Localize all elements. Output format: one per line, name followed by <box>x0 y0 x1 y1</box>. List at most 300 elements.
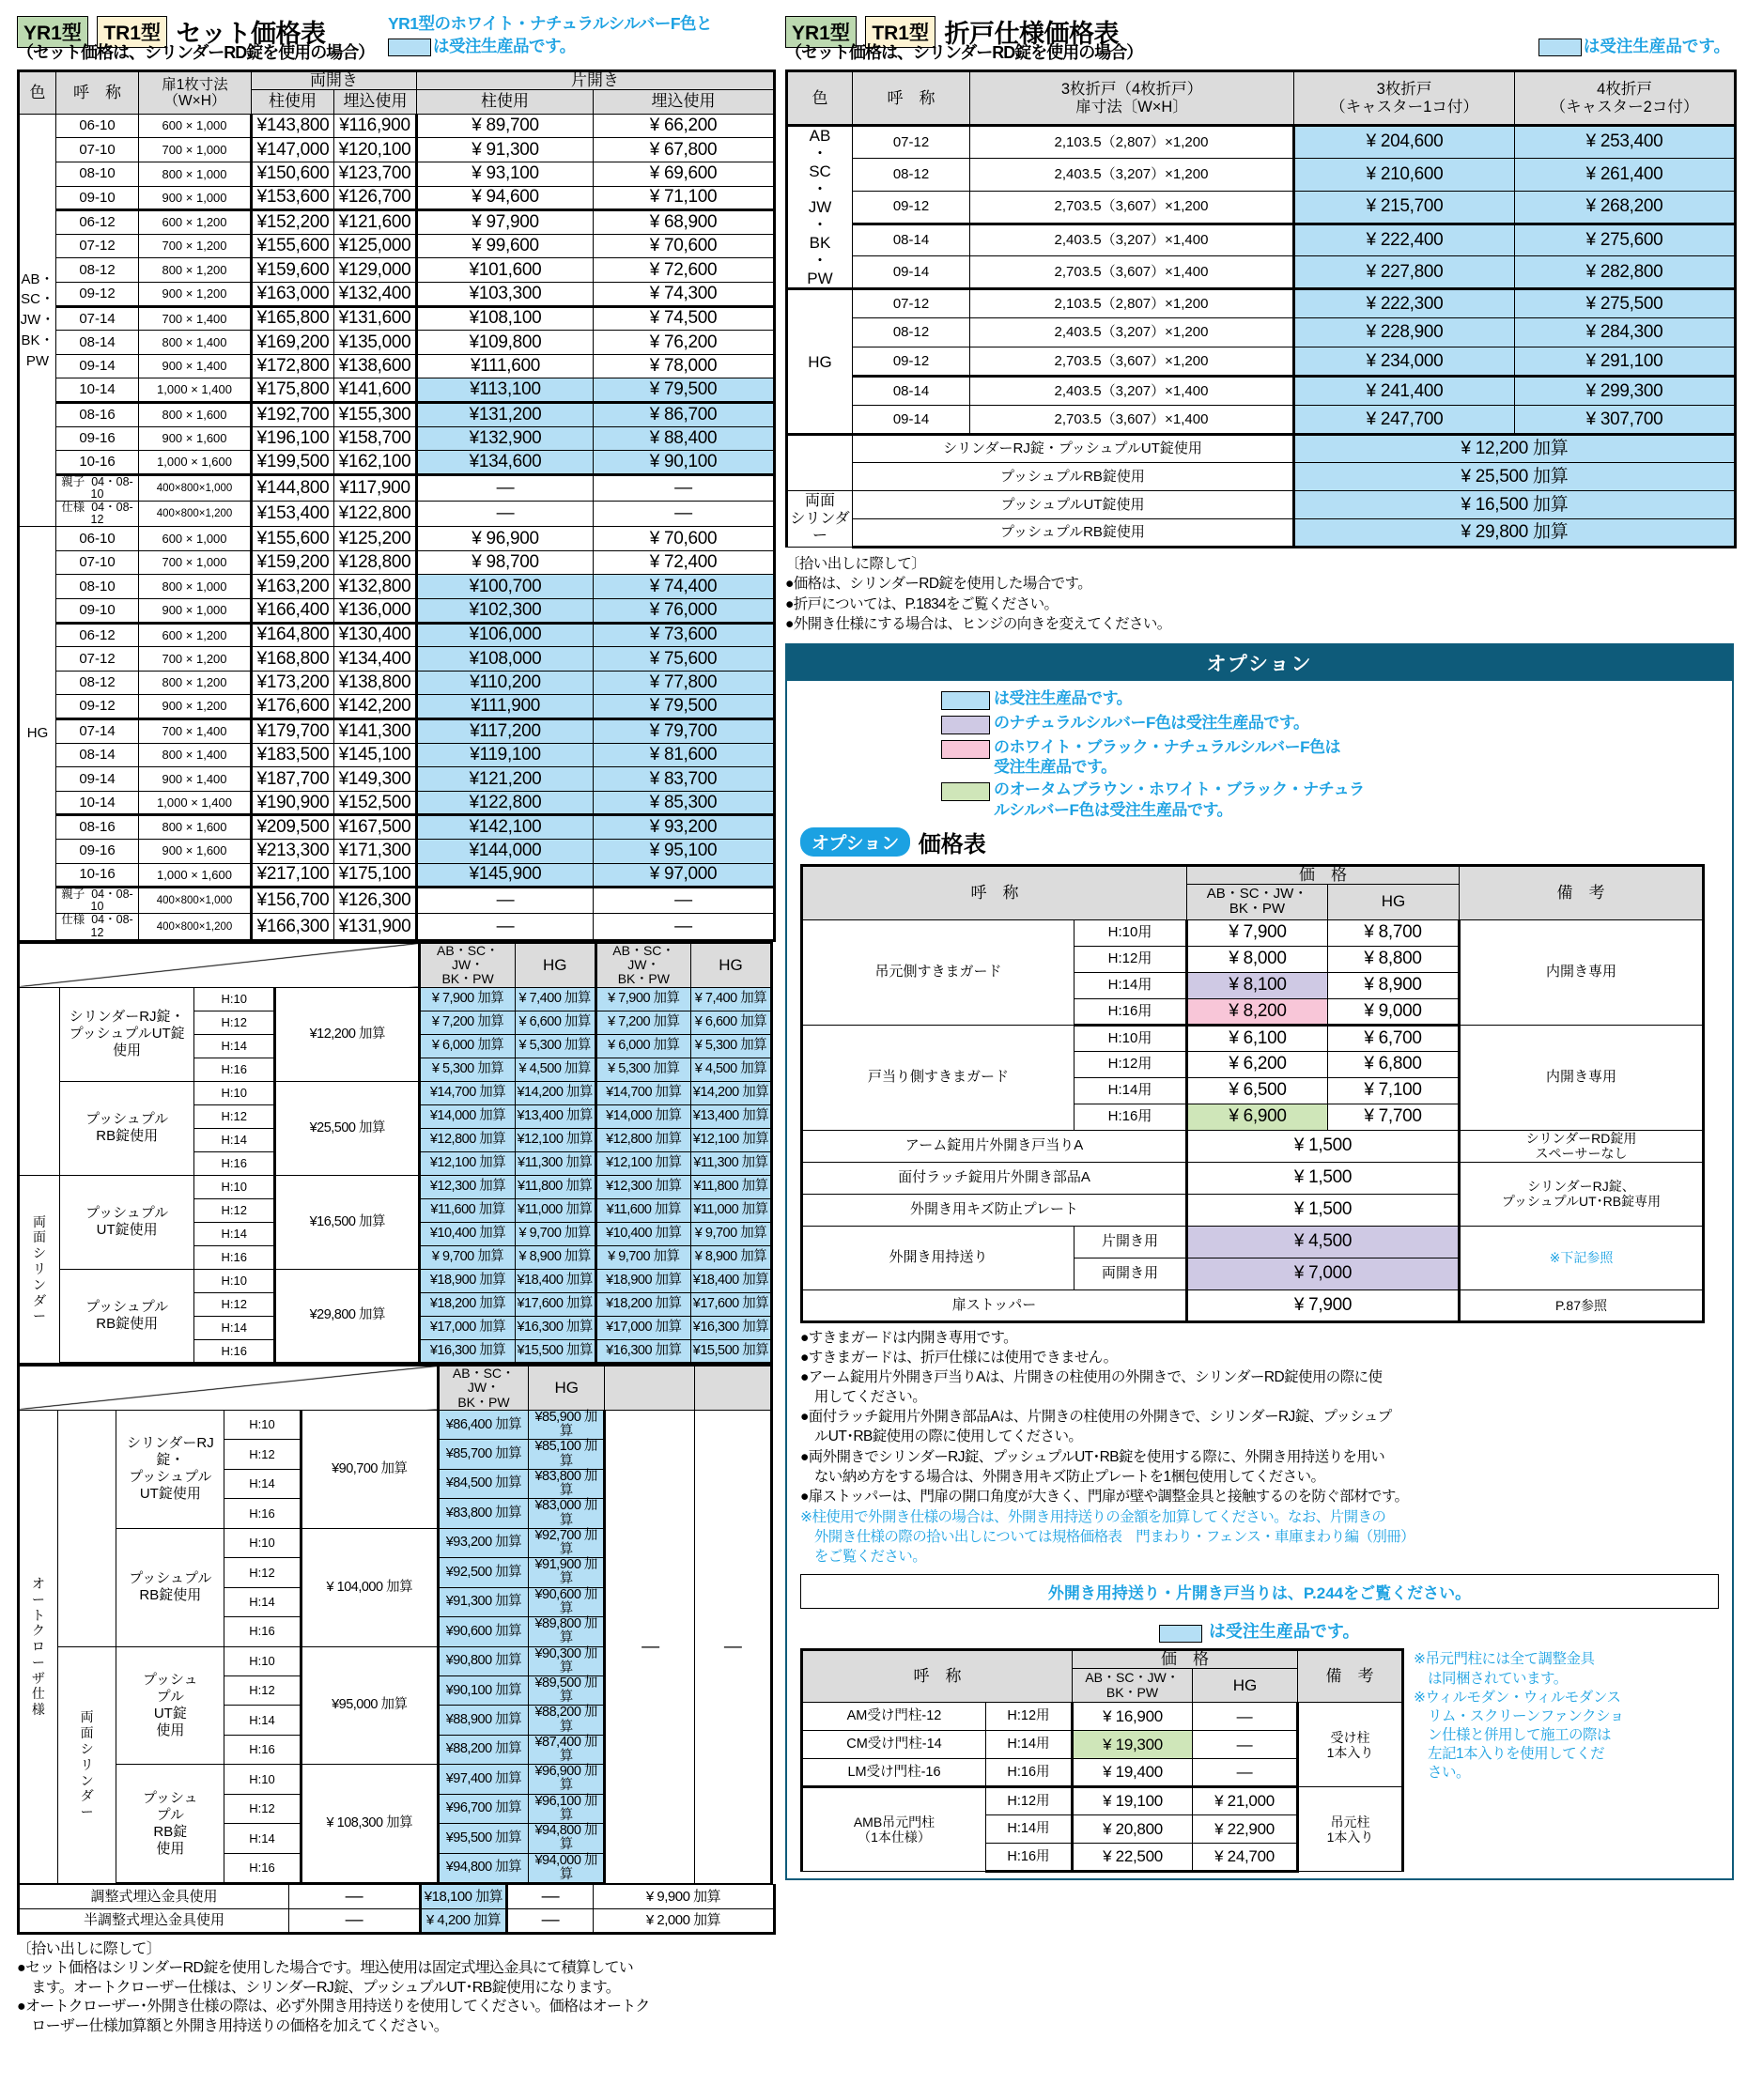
option-note-line: ●すきまガードは、折戸仕様には使用できません。 <box>800 1349 1118 1366</box>
cell-name: 07-10 <box>56 550 139 575</box>
cell-single-post: ¥100,700 <box>417 575 594 599</box>
cell-single-post: ¥ 97,900 <box>417 210 594 235</box>
auto-ab: ¥85,700 加算 <box>438 1440 528 1469</box>
right-column <box>785 13 1734 1880</box>
cell-oyako-se: — <box>594 914 775 940</box>
cell-dim: 700 × 1,000 <box>139 550 252 575</box>
option-price-hg: ¥ 7,700 <box>1328 1104 1460 1130</box>
addon-hg-double: ¥ 6,600 加算 <box>691 1011 772 1034</box>
cell-single-post: ¥110,200 <box>417 671 594 695</box>
post-sub: H:14用 <box>986 1815 1073 1844</box>
addon-height-label: H:12 <box>194 1104 275 1128</box>
addon-ab-single: ¥11,600 加算 <box>420 1198 515 1222</box>
addon-hdr-hg-2: HG <box>691 942 772 987</box>
auto-ab: ¥96,700 加算 <box>438 1794 528 1823</box>
option-price-ab: ¥ 8,100 <box>1187 972 1328 998</box>
cell-double-embed: ¥155,300 <box>334 402 417 426</box>
auto-group-label: プッシュ プル UT錠 使用 <box>116 1646 224 1765</box>
addon-group-label: プッシュプル RB錠使用 <box>60 1081 194 1175</box>
autocloser-price-table <box>17 1364 773 1885</box>
post-remark: 受け柱 1本入り <box>1298 1703 1403 1787</box>
auto-height-label: H:12 <box>224 1675 301 1705</box>
table-row <box>19 331 775 355</box>
auto-hdr-blank1 <box>605 1365 695 1410</box>
addon-row <box>19 1175 772 1198</box>
post-note-line: さい。 <box>1414 1765 1471 1782</box>
cell-double-post: ¥164,800 <box>252 623 334 647</box>
table-row <box>19 767 775 792</box>
left-column <box>17 13 773 2036</box>
auto-hg: ¥94,800 加算 <box>528 1824 604 1853</box>
cell-double-post: ¥147,000 <box>252 138 334 162</box>
option-note-line: ない納め方をする場合は、外開き用キズ防止プレートを1梱包使用してください。 <box>800 1468 1325 1485</box>
auto-ab: ¥95,500 加算 <box>438 1824 528 1853</box>
cell-dim: 1,000 × 1,600 <box>139 451 252 475</box>
fold-cell-name: 08-12 <box>853 318 970 347</box>
fold-addon-row <box>787 435 1736 463</box>
cell-single-embed: ¥ 83,700 <box>594 767 775 792</box>
table-row <box>19 378 775 403</box>
cell-oyako-label: 仕様 04・08-12 <box>56 914 139 940</box>
table-row <box>19 354 775 378</box>
cell-double-embed: ¥116,900 <box>334 114 417 138</box>
cell-single-post: ¥111,900 <box>417 695 594 719</box>
cell-oyako-label: 親子 04・08-10 <box>56 474 139 501</box>
post-name: AMB吊元門柱 （1本仕様） <box>802 1787 986 1872</box>
fold-cell-p4: ¥ 261,400 <box>1515 158 1736 191</box>
blue-swatch-icon <box>388 39 431 56</box>
auto-hg: ¥90,300 加算 <box>528 1646 604 1675</box>
cell-dim: 600 × 1,000 <box>139 114 252 138</box>
addon-row <box>19 1269 772 1292</box>
cell-single-embed: ¥ 74,300 <box>594 283 775 307</box>
post-hdr-ab: AB・SC・JW・ BK・PW <box>1073 1669 1193 1703</box>
cell-single-embed: ¥ 81,600 <box>594 743 775 767</box>
fold-addon-row <box>787 491 1736 519</box>
addon-height-label: H:16 <box>194 1339 275 1363</box>
cell-name: 08-12 <box>56 671 139 695</box>
hdr-single-embed: 埋込使用 <box>594 89 775 114</box>
cell-dim: 900 × 1,000 <box>139 186 252 210</box>
option-sub: H:16用 <box>1074 998 1187 1025</box>
auto-height-label: H:12 <box>224 1794 301 1823</box>
auto-group-label: プッシュプル RB錠使用 <box>116 1528 224 1646</box>
table-row <box>19 283 775 307</box>
addon-ab-single: ¥ 9,700 加算 <box>420 1245 515 1269</box>
addon-hg-single: ¥ 5,300 加算 <box>515 1034 595 1058</box>
addon-ab-single: ¥10,400 加算 <box>420 1222 515 1245</box>
cell-single-post: ¥113,100 <box>417 378 594 403</box>
option-sub: H:10用 <box>1074 919 1187 946</box>
color-group-label: AB・SC・JW・BK・PW <box>19 114 56 526</box>
left-subtitle: （セット価格は、シリンダーRD錠を使用の場合） <box>17 43 375 62</box>
cell-single-post: ¥119,100 <box>417 743 594 767</box>
cell-double-embed: ¥129,000 <box>334 258 417 283</box>
fold-addon-label: シリンダーRJ錠・プッシュプルUT錠使用 <box>853 435 1294 463</box>
post-price-ab: ¥ 19,100 <box>1073 1787 1193 1815</box>
table-row <box>19 162 775 187</box>
cell-double-post: ¥175,800 <box>252 378 334 403</box>
cell-oyako-dim: 400×800×1,200 <box>139 914 252 940</box>
fold-hdr-color: 色 <box>787 71 853 126</box>
legend-swatch-icon <box>941 782 990 801</box>
cell-dim: 900 × 1,400 <box>139 767 252 792</box>
fold-color-group: AB ・ SC ・ JW ・ BK ・ PW <box>787 126 853 289</box>
fold-cell-p4: ¥ 299,300 <box>1515 377 1736 406</box>
cell-dim: 800 × 1,400 <box>139 743 252 767</box>
table-row <box>19 451 775 475</box>
cell-dim: 1,000 × 1,400 <box>139 378 252 403</box>
fold-cell-p4: ¥ 291,100 <box>1515 347 1736 377</box>
cell-single-embed: ¥ 76,200 <box>594 331 775 355</box>
auto-group-label: プッシュ プル RB錠 使用 <box>116 1765 224 1884</box>
bottom-note-line: ローザー仕様加算額と外開き用持送りの価格を加えてください。 <box>17 2017 449 2034</box>
auto-ab: ¥90,600 加算 <box>438 1617 528 1646</box>
addon-header-row <box>19 942 772 987</box>
auto-total: ¥90,700 加算 <box>301 1411 438 1529</box>
cell-oyako-label: 仕様 04・08-12 <box>56 502 139 527</box>
cell-double-post: ¥155,600 <box>252 234 334 258</box>
addon-double-total: ¥16,500 加算 <box>275 1175 420 1269</box>
table-row <box>19 527 775 551</box>
cell-name: 09-14 <box>56 767 139 792</box>
opt-hdr-name: 呼 称 <box>802 865 1187 919</box>
cell-dim: 800 × 1,000 <box>139 575 252 599</box>
left-tag-yr1: YR1型 <box>17 16 88 48</box>
addon-spacer <box>19 987 60 1175</box>
post-sub: H:12用 <box>986 1787 1073 1815</box>
addon-hg-double: ¥11,300 加算 <box>691 1151 772 1175</box>
option-row <box>802 919 1704 946</box>
fold-cell-p4: ¥ 253,400 <box>1515 126 1736 159</box>
hdr-double-post: 柱使用 <box>252 89 334 114</box>
cell-dim: 800 × 1,600 <box>139 815 252 840</box>
cell-double-post: ¥173,200 <box>252 671 334 695</box>
option2-price: ¥ 1,500 <box>1187 1162 1460 1194</box>
cell-oyako-dp: ¥156,700 <box>252 888 334 914</box>
diagonal-header-cell <box>19 942 420 987</box>
right-notes-title: 〔拾い出しに際して〕 <box>785 556 926 573</box>
option-row-2 <box>802 1130 1704 1162</box>
cell-single-embed: ¥ 70,600 <box>594 527 775 551</box>
fold-cell-dim: 2,103.5（2,807）×1,200 <box>970 126 1294 159</box>
option-price-ab: ¥ 6,100 <box>1187 1025 1328 1051</box>
post-note-line: リム・スクリーンファンクショ <box>1414 1707 1624 1724</box>
fold-cell-name: 09-14 <box>853 406 970 435</box>
cell-dim: 800 × 1,200 <box>139 258 252 283</box>
addon-ab-single: ¥ 7,200 加算 <box>420 1011 515 1034</box>
cell-double-embed: ¥126,700 <box>334 186 417 210</box>
auto-ab: ¥83,800 加算 <box>438 1499 528 1528</box>
fold-row <box>787 256 1736 289</box>
cell-double-post: ¥183,500 <box>252 743 334 767</box>
cell-name: 09-12 <box>56 695 139 719</box>
auto-height-label: H:16 <box>224 1735 301 1764</box>
addon-height-label: H:16 <box>194 1245 275 1269</box>
fold-cell-p3: ¥ 247,700 <box>1294 406 1515 435</box>
addon-ab-double: ¥11,600 加算 <box>595 1198 690 1222</box>
legend-swatch-icon <box>941 691 990 710</box>
fold-cell-p3: ¥ 222,300 <box>1294 289 1515 318</box>
fold-cell-p3: ¥ 227,800 <box>1294 256 1515 289</box>
post-price-ab: ¥ 19,300 <box>1073 1731 1193 1759</box>
fold-addon-value: ¥ 16,500 加算 <box>1294 491 1736 519</box>
fold-cell-dim: 2,103.5（2,807）×1,200 <box>970 289 1294 318</box>
right-title: 折戸仕様価格表 <box>944 20 1119 48</box>
cell-oyako-dim: 400×800×1,200 <box>139 502 252 527</box>
cell-double-embed: ¥149,300 <box>334 767 417 792</box>
addon-height-label: H:12 <box>194 1011 275 1034</box>
addon-group-label: プッシュプル RB錠使用 <box>60 1269 194 1363</box>
cell-dim: 600 × 1,000 <box>139 527 252 551</box>
addon-ab-single: ¥ 6,000 加算 <box>420 1034 515 1058</box>
cell-double-embed: ¥120,100 <box>334 138 417 162</box>
fold-addon-label: プッシュプルRB錠使用 <box>853 463 1294 491</box>
cell-name: 09-14 <box>56 354 139 378</box>
cell-name: 08-12 <box>56 258 139 283</box>
fold-cell-name: 09-14 <box>853 256 970 289</box>
addon-hg-single: ¥18,400 加算 <box>515 1269 595 1292</box>
cell-single-post: ¥134,600 <box>417 451 594 475</box>
option-legend-item <box>941 737 1719 778</box>
cell-name: 07-14 <box>56 719 139 744</box>
cell-single-post: ¥ 93,100 <box>417 162 594 187</box>
fold-cell-p4: ¥ 268,200 <box>1515 191 1736 224</box>
table-row-oyako <box>19 474 775 501</box>
cell-name: 08-16 <box>56 402 139 426</box>
cell-single-post: ¥131,200 <box>417 402 594 426</box>
post-note-line: ※ウィルモダン・ウィルモダンス <box>1414 1689 1621 1706</box>
auto-total: ¥ 108,300 加算 <box>301 1765 438 1884</box>
option-price-ab: ¥ 7,900 <box>1187 919 1328 946</box>
legend-text: のオータムブラウン・ホワイト・ブラック・ナチュラ ルシルバーF色は受注生産品です。 <box>994 780 1365 819</box>
addon-hg-double: ¥16,300 加算 <box>691 1316 772 1339</box>
cell-single-embed: ¥ 69,600 <box>594 162 775 187</box>
table-row <box>19 719 775 744</box>
addon-ab-single: ¥ 5,300 加算 <box>420 1058 515 1081</box>
addon-ab-double: ¥16,300 加算 <box>595 1339 690 1363</box>
option-legend <box>800 688 1719 820</box>
cell-dim: 600 × 1,200 <box>139 210 252 235</box>
auto-hg: ¥89,800 加算 <box>528 1617 604 1646</box>
addon-ab-double: ¥ 5,300 加算 <box>595 1058 690 1081</box>
cell-double-embed: ¥125,200 <box>334 527 417 551</box>
final-rows-table <box>17 1884 776 1935</box>
addon-ab-single: ¥16,300 加算 <box>420 1339 515 1363</box>
blue-swatch-icon-right <box>1538 39 1582 56</box>
addon-height-label: H:16 <box>194 1058 275 1081</box>
auto-height-label: H:10 <box>224 1528 301 1557</box>
cell-single-post: ¥109,800 <box>417 331 594 355</box>
cell-oyako-sp: — <box>417 888 594 914</box>
addon-hdr-ab-1: AB・SC・JW・ BK・PW <box>420 942 515 987</box>
cell-single-post: ¥132,900 <box>417 426 594 451</box>
addon-ab-double: ¥ 6,000 加算 <box>595 1034 690 1058</box>
cell-single-embed: ¥ 79,700 <box>594 719 775 744</box>
cell-double-embed: ¥138,600 <box>334 354 417 378</box>
cell-single-embed: ¥ 72,400 <box>594 550 775 575</box>
auto-height-label: H:14 <box>224 1824 301 1853</box>
cell-dim: 700 × 1,200 <box>139 647 252 672</box>
auto-height-label: H:16 <box>224 1499 301 1528</box>
auto-ab: ¥97,400 加算 <box>438 1765 528 1794</box>
cell-double-embed: ¥152,500 <box>334 791 417 815</box>
fold-cell-dim: 2,703.5（3,607）×1,400 <box>970 256 1294 289</box>
fold-hdr-name: 呼 称 <box>853 71 970 126</box>
fold-cell-dim: 2,703.5（3,607）×1,200 <box>970 191 1294 224</box>
cell-single-post: ¥122,800 <box>417 791 594 815</box>
cell-dim: 800 × 1,600 <box>139 402 252 426</box>
auto-total: ¥95,000 加算 <box>301 1646 438 1765</box>
table-row <box>19 623 775 647</box>
left-heading-row <box>17 13 773 69</box>
option2-price: ¥ 4,500 <box>1187 1226 1460 1258</box>
cell-dim: 900 × 1,000 <box>139 599 252 624</box>
addon-hg-double: ¥ 8,900 加算 <box>691 1245 772 1269</box>
option-price-hg: ¥ 6,800 <box>1328 1051 1460 1077</box>
cell-single-embed: ¥ 68,900 <box>594 210 775 235</box>
diagonal-header-cell-auto <box>19 1365 439 1410</box>
final-label: 調整式埋込金具使用 <box>19 1885 289 1909</box>
auto-ab: ¥91,300 加算 <box>438 1587 528 1616</box>
right-heading-row <box>785 13 1734 69</box>
table-row <box>19 114 775 138</box>
cell-dim: 1,000 × 1,400 <box>139 791 252 815</box>
table-row <box>19 306 775 331</box>
final-row <box>19 1885 775 1909</box>
post-sub: H:16用 <box>986 1759 1073 1787</box>
cell-single-post: ¥111,600 <box>417 354 594 378</box>
cell-single-post: ¥ 94,600 <box>417 186 594 210</box>
addon-ab-single: ¥14,000 加算 <box>420 1104 515 1128</box>
auto-ab: ¥92,500 加算 <box>438 1558 528 1587</box>
auto-spacer <box>57 1411 116 1647</box>
fold-cell-dim: 2,703.5（3,607）×1,200 <box>970 347 1294 377</box>
addon-hg-single: ¥16,300 加算 <box>515 1316 595 1339</box>
cell-double-embed: ¥171,300 <box>334 839 417 863</box>
post-price-hg: ¥ 24,700 <box>1193 1844 1298 1872</box>
fold-cell-p3: ¥ 228,900 <box>1294 318 1515 347</box>
option2-sub: 両開き用 <box>1074 1258 1187 1289</box>
cell-double-post: ¥155,600 <box>252 527 334 551</box>
post-price-hg: ¥ 22,900 <box>1193 1815 1298 1844</box>
cell-dim: 900 × 1,600 <box>139 839 252 863</box>
cell-single-post: ¥ 91,300 <box>417 138 594 162</box>
fold-row <box>787 318 1736 347</box>
fold-color-group: HG <box>787 289 853 435</box>
addon-ab-double: ¥ 7,200 加算 <box>595 1011 690 1034</box>
cell-double-post: ¥199,500 <box>252 451 334 475</box>
fold-cell-name: 09-12 <box>853 347 970 377</box>
addon-group-label: プッシュプル UT錠使用 <box>60 1175 194 1269</box>
cell-single-embed: ¥ 95,100 <box>594 839 775 863</box>
addon-double-total: ¥12,200 加算 <box>275 987 420 1081</box>
legend-swatch-icon <box>941 740 990 759</box>
legend-swatch-icon <box>941 716 990 734</box>
option-price-ab: ¥ 6,900 <box>1187 1104 1328 1130</box>
fold-cell-name: 07-12 <box>853 289 970 318</box>
addon-height-label: H:16 <box>194 1151 275 1175</box>
post-price-hg: ¥ 21,000 <box>1193 1787 1298 1815</box>
option-notes <box>800 1329 1719 1567</box>
cell-double-embed: ¥128,800 <box>334 550 417 575</box>
auto-height-label: H:12 <box>224 1558 301 1587</box>
table-row <box>19 671 775 695</box>
cell-name: 08-10 <box>56 575 139 599</box>
post-remark: 吊元柱 1本入り <box>1298 1787 1403 1872</box>
cell-name: 07-12 <box>56 234 139 258</box>
option2-name: 扉ストッパー <box>802 1289 1187 1321</box>
final-c2: ¥18,100 加算 <box>421 1885 507 1909</box>
auto-height-label: H:16 <box>224 1853 301 1883</box>
cell-double-post: ¥192,700 <box>252 402 334 426</box>
addon-hg-double: ¥11,000 加算 <box>691 1198 772 1222</box>
final-c3: — <box>507 1885 594 1909</box>
right-tag-yr1: YR1型 <box>785 16 857 48</box>
addon-hg-double: ¥ 5,300 加算 <box>691 1034 772 1058</box>
addon-ab-single: ¥18,200 加算 <box>420 1292 515 1316</box>
option-sub: H:12用 <box>1074 1051 1187 1077</box>
cell-oyako-dp: ¥153,400 <box>252 502 334 527</box>
auto-ab: ¥90,800 加算 <box>438 1646 528 1675</box>
fold-row <box>787 158 1736 191</box>
addon-hg-single: ¥17,600 加算 <box>515 1292 595 1316</box>
post-sub: H:12用 <box>986 1703 1073 1731</box>
post-price-hg: — <box>1193 1731 1298 1759</box>
cell-dim: 900 × 1,200 <box>139 283 252 307</box>
option-note-line: ルUT･RB錠使用の際に使用してください。 <box>800 1428 1083 1445</box>
cell-dim: 800 × 1,400 <box>139 331 252 355</box>
addon-ab-double: ¥14,000 加算 <box>595 1104 690 1128</box>
option-name: 戸当り側すきまガード <box>802 1025 1074 1130</box>
fold-cell-p4: ¥ 275,600 <box>1515 224 1736 256</box>
addon-group-double-cyl: 両 面 シ リ ン ダ ー <box>19 1175 60 1363</box>
auto-dash-2: — <box>695 1411 772 1884</box>
fold-cell-p4: ¥ 282,800 <box>1515 256 1736 289</box>
table-row <box>19 815 775 840</box>
cell-single-embed: ¥ 66,200 <box>594 114 775 138</box>
cell-single-post: ¥145,900 <box>417 863 594 888</box>
addon-hg-single: ¥11,300 加算 <box>515 1151 595 1175</box>
fold-row <box>787 126 1736 159</box>
option2-price: ¥ 1,500 <box>1187 1194 1460 1226</box>
fold-hdr-3: 3枚折戸 （キャスター1コ付） <box>1294 71 1515 126</box>
cell-single-embed: ¥ 72,600 <box>594 258 775 283</box>
reference-box-text: 外開き用持送り・片開き戸当りは、P.244をご覧ください。 <box>1047 1584 1472 1603</box>
addon-group-label: シリンダーRJ錠・ プッシュプルUT錠 使用 <box>60 987 194 1081</box>
addon-ab-single: ¥18,900 加算 <box>420 1269 515 1292</box>
fold-addon-label: プッシュプルRB錠使用 <box>853 519 1294 548</box>
right-note-line: ●外開き仕様にする場合は、ヒンジの向きを変えてください。 <box>785 615 1171 632</box>
addon-hg-single: ¥ 9,700 加算 <box>515 1222 595 1245</box>
option-sub: H:10用 <box>1074 1025 1187 1051</box>
addon-hg-single: ¥11,800 加算 <box>515 1175 595 1198</box>
right-legend-blue: は受注生産品です。 <box>1583 37 1730 55</box>
addon-row <box>19 987 772 1011</box>
cell-dim: 700 × 1,200 <box>139 234 252 258</box>
hdr-single-post: 柱使用 <box>417 89 594 114</box>
addon-hg-double: ¥11,800 加算 <box>691 1175 772 1198</box>
cell-name: 09-16 <box>56 839 139 863</box>
fold-addon-value: ¥ 25,500 加算 <box>1294 463 1736 491</box>
bottom-notes-title: 〔拾い出しに際して〕 <box>17 1941 162 1957</box>
post-notes <box>1414 1648 1624 1783</box>
fold-addon-value: ¥ 29,800 加算 <box>1294 519 1736 548</box>
addon-height-label: H:12 <box>194 1292 275 1316</box>
option-note-blue-line: 外開き仕様の際の拾い出しについては規格価格表 門まわり・フェンス・車庫まわり編（別冊） <box>800 1529 1415 1546</box>
table-row-oyako <box>19 502 775 527</box>
hdr-name: 呼 称 <box>56 71 139 115</box>
